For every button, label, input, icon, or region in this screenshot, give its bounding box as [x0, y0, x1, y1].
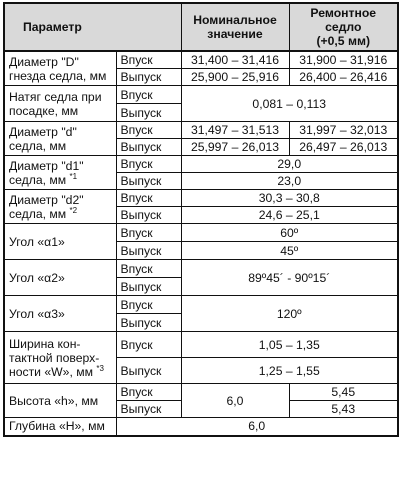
label-a3: Угол «α3»: [4, 296, 116, 332]
label-d: Диаметр "d" седла, мм: [4, 122, 116, 156]
row-a1-intake: [4, 224, 398, 242]
row-D-intake: [4, 51, 398, 69]
mode-exhaust: Выпуск: [116, 242, 181, 260]
mode-intake: Впуск: [116, 260, 181, 278]
row-a2-intake: [4, 260, 398, 278]
mode-exhaust: Выпуск: [116, 358, 181, 384]
W-intake-value: 1,05 – 1,35: [181, 332, 398, 358]
D-intake-repair: 31,900 – 31,916: [289, 51, 398, 69]
mode-exhaust: Выпуск: [116, 314, 181, 332]
mode-exhaust: Выпуск: [116, 69, 181, 86]
label-a2: Угол «α2»: [4, 260, 116, 296]
d-intake-repair: 31,997 – 32,013: [289, 122, 398, 139]
mode-exhaust: Выпуск: [116, 139, 181, 156]
row-d-intake: [4, 122, 398, 139]
D-intake-nominal: 31,400 – 31,416: [181, 51, 289, 69]
mode-exhaust: Выпуск: [116, 207, 181, 224]
mode-exhaust: Выпуск: [116, 173, 181, 190]
header-row: [4, 3, 398, 51]
label-d2: Диаметр "d2" седла, мм $^{*2}$: [4, 190, 116, 224]
mode-intake: Впуск: [116, 384, 181, 401]
mode-intake: Впуск: [116, 296, 181, 314]
label-D: Диаметр "D" гнезда седла, мм: [4, 51, 116, 86]
label-tension: Натяг седла при посадке, мм: [4, 86, 116, 122]
d1-exhaust-value: 23,0: [181, 173, 398, 190]
d-exhaust-nominal: 25,997 – 26,013: [181, 139, 289, 156]
h-nominal: 6,0: [181, 384, 289, 418]
footnote-3: *3: [96, 363, 104, 373]
h-exhaust-repair: 5,43: [289, 401, 398, 418]
H-value: 6,0: [116, 418, 398, 436]
D-exhaust-nominal: 25,900 – 25,916: [181, 69, 289, 86]
row-H: [4, 418, 398, 436]
valve-seat-spec-table: [3, 2, 399, 437]
header-param: Параметр: [4, 3, 181, 51]
row-W-intake: [4, 332, 398, 358]
header-nominal: Номинальное значение: [181, 3, 289, 51]
mode-intake: Впуск: [116, 156, 181, 173]
mode-intake: Впуск: [116, 122, 181, 139]
a1-intake-value: 60º: [181, 224, 398, 242]
tension-value: 0,081 – 0,113: [181, 86, 398, 122]
W-exhaust-value: 1,25 – 1,55: [181, 358, 398, 384]
footnote-2: *2: [69, 205, 78, 215]
row-tension-intake: [4, 86, 398, 104]
mode-intake: Впуск: [116, 51, 181, 69]
d2-intake-value: 30,3 – 30,8: [181, 190, 398, 207]
label-a1: Угол «α1»: [4, 224, 116, 260]
a1-exhaust-value: 45º: [181, 242, 398, 260]
D-exhaust-repair: 26,400 – 26,416: [289, 69, 398, 86]
footnote-1: *1: [69, 171, 78, 181]
mode-exhaust: Выпуск: [116, 278, 181, 296]
d2-exhaust-value: 24,6 – 25,1: [181, 207, 398, 224]
row-d1-intake: [4, 156, 398, 173]
mode-intake: Впуск: [116, 86, 181, 104]
mode-exhaust: Выпуск: [116, 104, 181, 122]
d1-intake-value: 29,0: [181, 156, 398, 173]
a3-value: 120º: [181, 296, 398, 332]
mode-intake: Впуск: [116, 332, 181, 358]
d-intake-nominal: 31,497 – 31,513: [181, 122, 289, 139]
a2-value: 89º45´ - 90º15´: [181, 260, 398, 296]
label-W: Ширина кон- тактной поверх- ности «W», мм $^{*3}$: [4, 332, 116, 384]
row-d2-intake: [4, 190, 398, 207]
header-repair: Ремонтное седло (+0,5 мм): [289, 3, 398, 51]
label-H: Глубина «H», мм: [4, 418, 116, 436]
mode-exhaust: Выпуск: [116, 401, 181, 418]
label-h: Высота «h», мм: [4, 384, 116, 418]
row-h-intake: [4, 384, 398, 401]
label-d1: Диаметр "d1" седла, мм $^{*1}$: [4, 156, 116, 190]
d-exhaust-repair: 26,497 – 26,013: [289, 139, 398, 156]
h-intake-repair: 5,45: [289, 384, 398, 401]
mode-intake: Впуск: [116, 190, 181, 207]
mode-intake: Впуск: [116, 224, 181, 242]
row-a3-intake: [4, 296, 398, 314]
